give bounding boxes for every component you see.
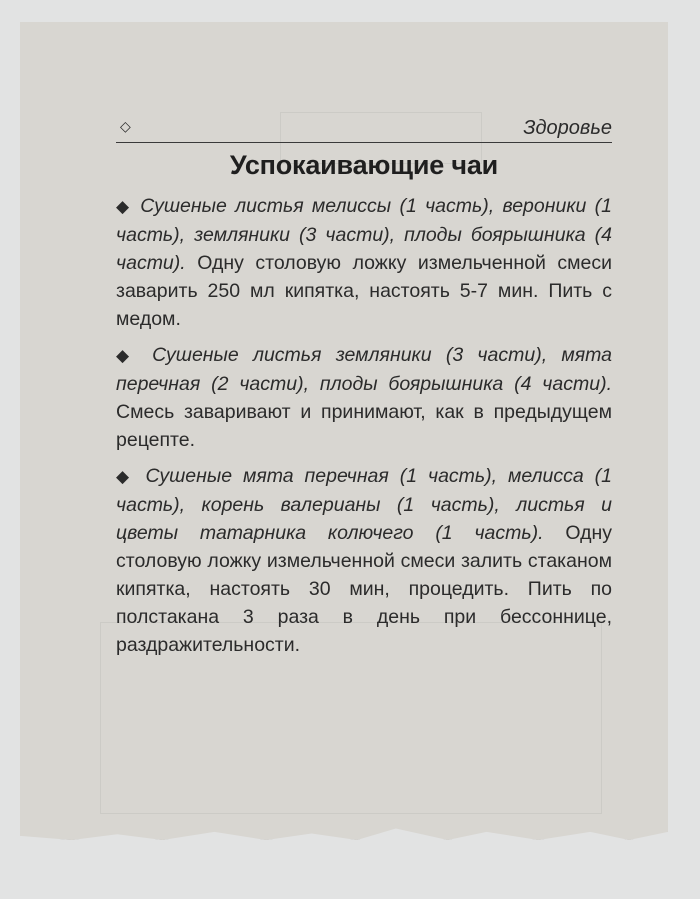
recipe-instructions: Одну столовую ложку измельченной смеси заварить 250 мл кипятка, настоять 5-7 мин. Пить с медом. <box>116 252 613 330</box>
article-title: Успокаивающие чаи <box>229 150 499 180</box>
bullet-diamond-icon: ◆ <box>116 467 135 486</box>
recipe-paragraph <box>116 192 612 333</box>
recipe-instructions: Одну столовую ложку измельченной смеси залить стаканом кипятка, настоять 30 мин, процедить. Пить по полстакана 3 раза в день при бессоннице, раздражительности. <box>116 522 613 656</box>
diamond-icon: ◇ <box>120 118 131 134</box>
recipe-ingredients: Сушеные листья земляники (3 части), мята перечная (2 части), плоды боярышника (4 части). <box>116 344 613 395</box>
recipe-ingredients: Сушеные листья мелиссы (1 часть), вероники (1 часть), земляники (3 части), плоды боярышника (4 части). <box>116 195 613 274</box>
section-label: Здоровье <box>523 117 612 139</box>
bullet-diamond-icon: ◆ <box>116 346 138 365</box>
recipe-ingredients: Сушеные мята перечная (1 часть), мелисса (1 часть), корень валерианы (1 часть), листья и цветы татарника колючего (1 часть). <box>116 465 613 544</box>
article-body <box>116 192 612 667</box>
recipe-instructions: Смесь заваривают и принимают, как в предыдущем рецепте. <box>116 401 612 451</box>
recipe-paragraph <box>116 341 612 454</box>
bullet-diamond-icon: ◆ <box>116 197 132 216</box>
recipe-paragraph <box>116 462 612 659</box>
